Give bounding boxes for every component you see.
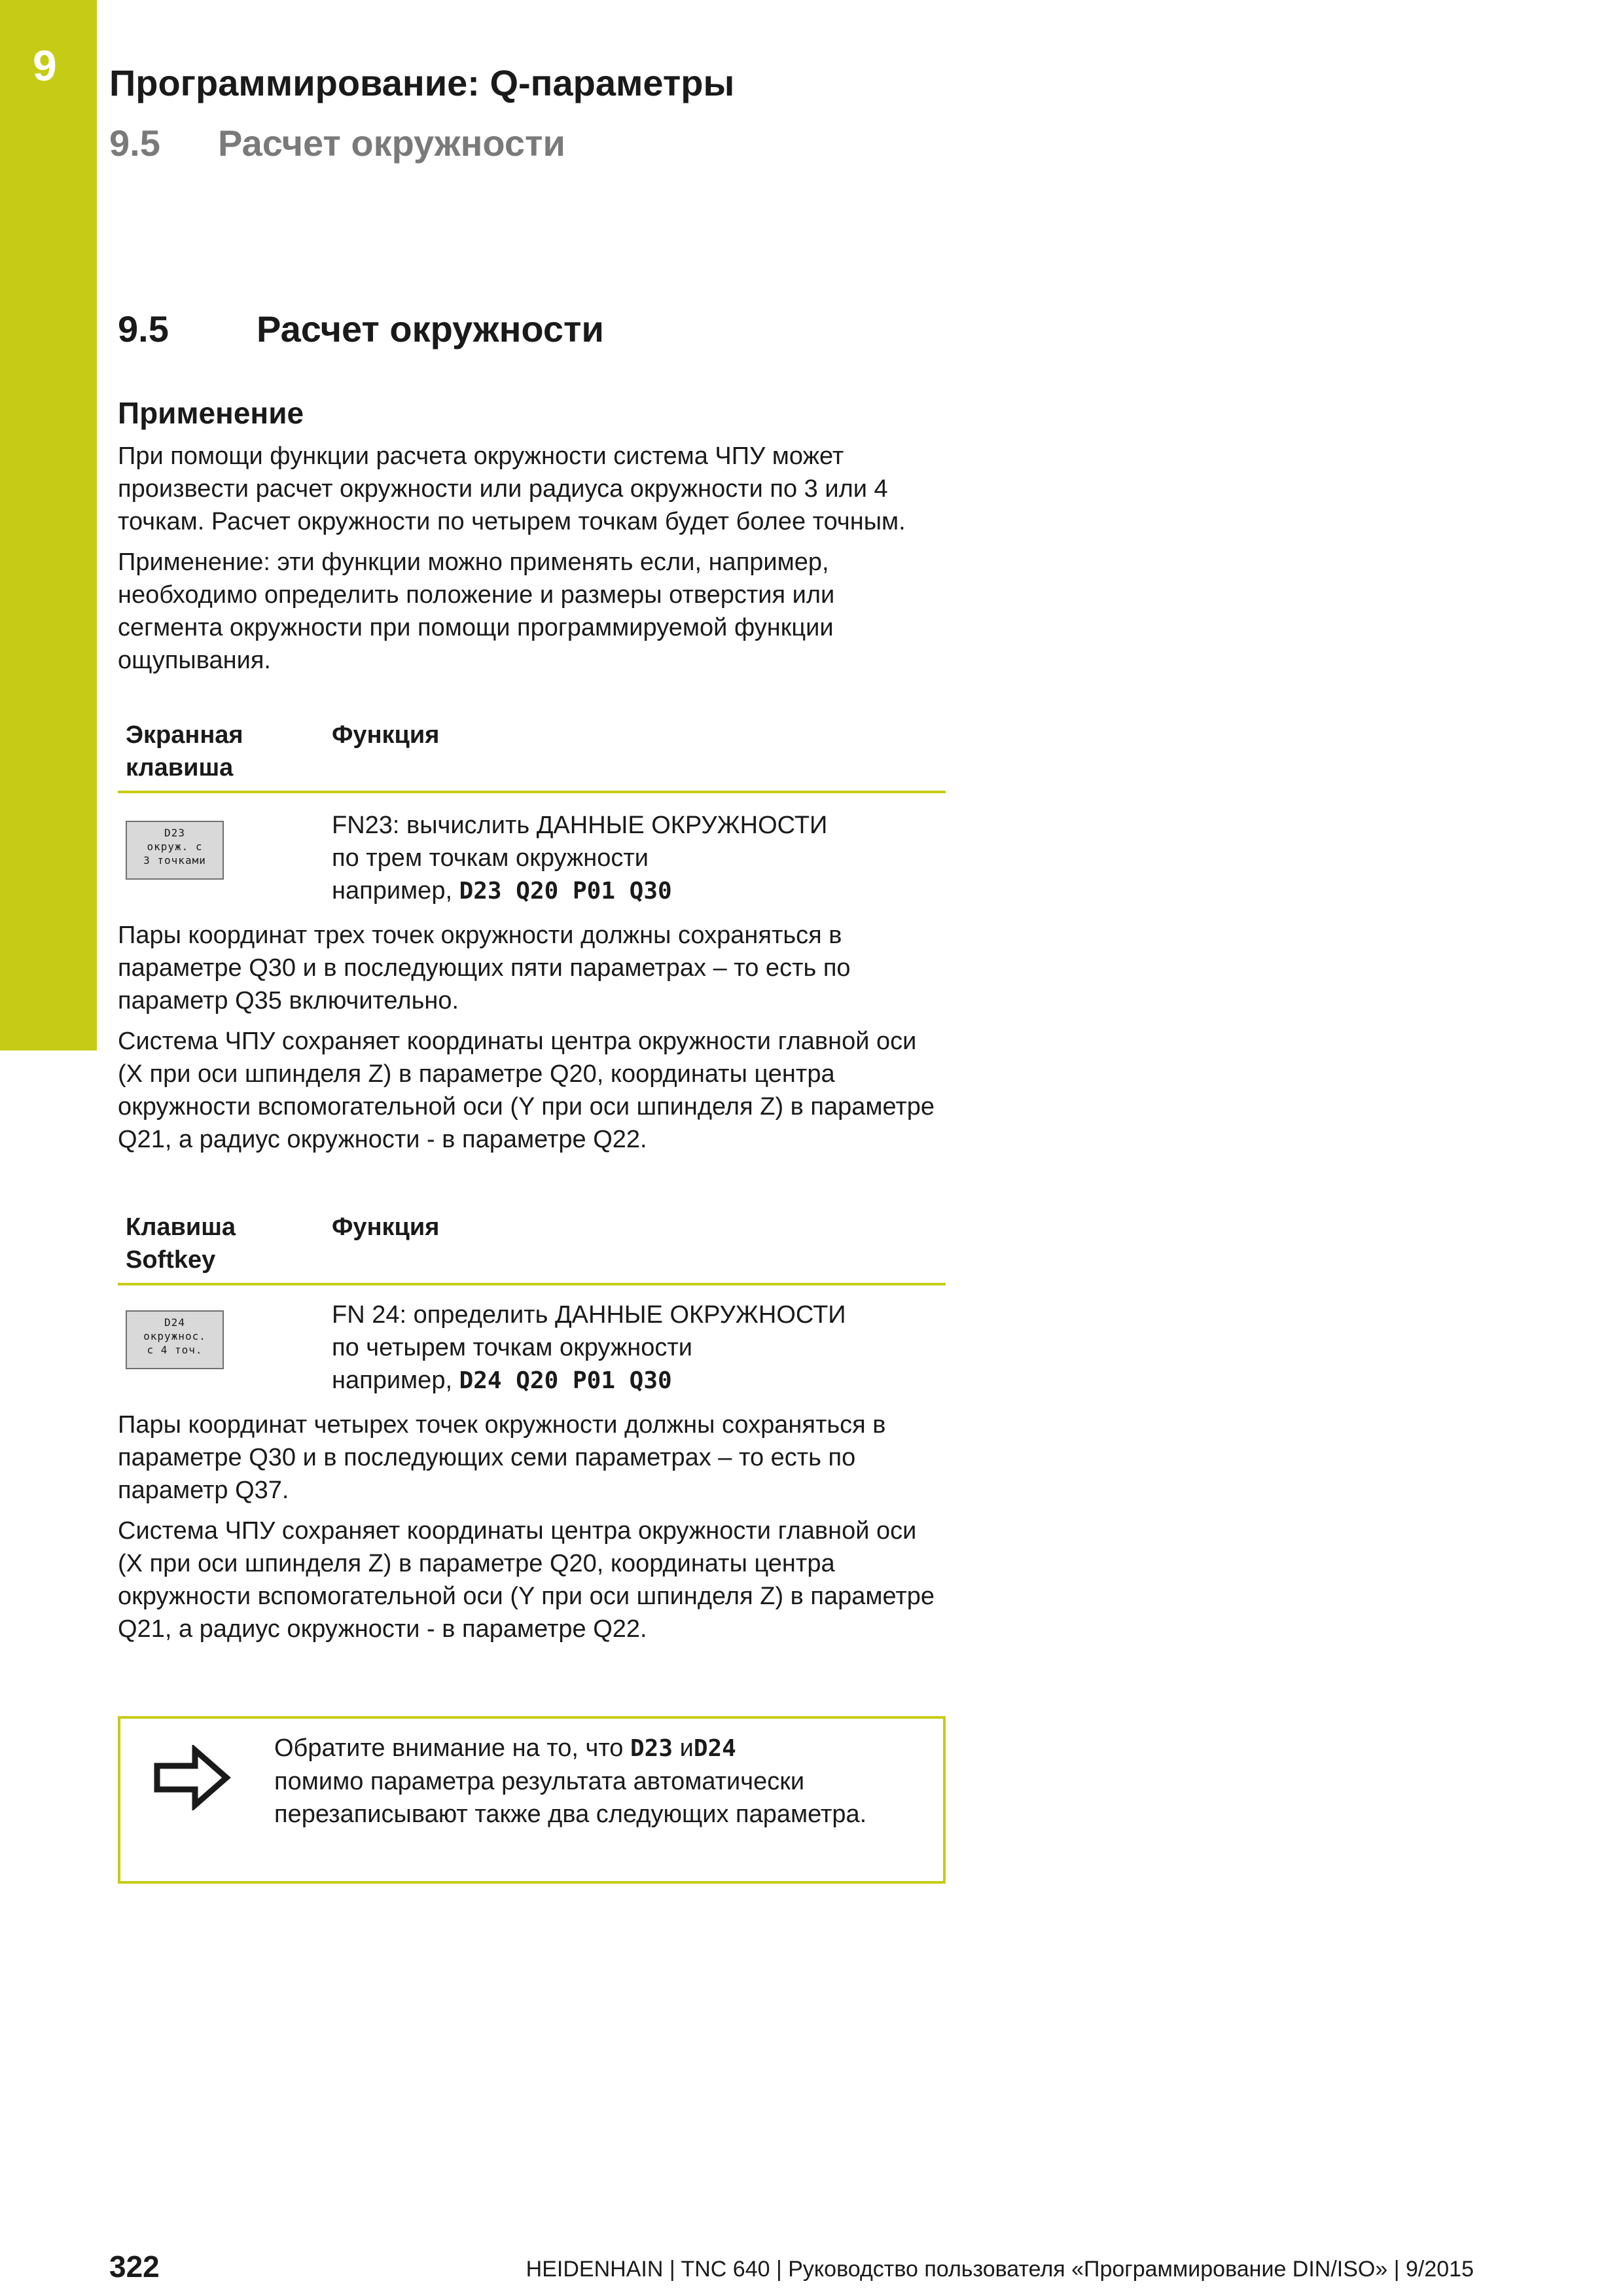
paragraph: Система ЧПУ сохраняет координаты центра окружности главной оси (X при оси шпинделя Z) в параметре Q20, координаты центра окружности вспомогательной оси (Y при оси шпинделя Z) в параметре Q21, а радиус окружности - в параметре Q22. xyxy=(118,1517,935,1643)
column-header-function: Функция xyxy=(332,1213,440,1241)
example-code: D24 Q20 P01 Q30 xyxy=(459,1367,672,1394)
header-line: Экранная xyxy=(126,721,243,749)
chapter-tab xyxy=(0,0,97,1050)
column-header-function: Функция xyxy=(332,721,440,749)
example-prefix: например, xyxy=(332,877,453,905)
example-line xyxy=(332,1364,846,1397)
section-heading xyxy=(118,308,946,350)
header-line: клавиша xyxy=(126,754,234,781)
softkey-label: D24 xyxy=(164,1316,185,1329)
running-header-section-title: Расчет окружности xyxy=(218,122,565,164)
paragraph: При помощи функции расчета окружности система ЧПУ может произвести расчет окружности или радиуса окружности по 3 или 4 точкам. Расчет окружности по четырем точкам будет более точным. xyxy=(118,442,906,535)
softkey-d24-button[interactable] xyxy=(126,1310,224,1369)
table-divider xyxy=(118,1283,946,1285)
function-description xyxy=(332,809,827,908)
paragraph: Применение: эти функции можно применять если, например, необходимо определить положение и размеры отверстия или сегмента окружности при помощи программируемой функции ощупывания. xyxy=(118,548,835,674)
paragraph: Пары координат четырех точек окружности должны сохраняться в параметре Q30 и в последующих семи параметрах – то есть по параметр Q37. xyxy=(118,1411,886,1504)
note-text-part: и xyxy=(673,1734,694,1762)
running-header-section-number: 9.5 xyxy=(109,122,160,164)
running-header-section xyxy=(109,122,565,164)
example-line xyxy=(332,874,827,908)
body-text-2 xyxy=(118,1408,946,1645)
column-header-softkey xyxy=(126,1211,322,1276)
header-line: Softkey xyxy=(126,1246,216,1274)
column-header-softkey xyxy=(126,719,322,784)
softkey-label: D23 xyxy=(164,827,185,839)
table-row xyxy=(118,1299,946,1403)
table-divider xyxy=(118,791,946,793)
arrow-right-icon xyxy=(153,1745,232,1810)
note-box xyxy=(118,1716,946,1884)
body-text-1 xyxy=(118,919,946,1156)
table-row xyxy=(118,809,946,914)
example-prefix: например, xyxy=(332,1367,453,1394)
softkey-label: с 4 точ. xyxy=(147,1344,203,1356)
subheading: Применение xyxy=(118,396,304,430)
chapter-number: 9 xyxy=(33,41,57,90)
table-header xyxy=(118,1211,946,1283)
note-text xyxy=(274,1732,922,1831)
description-line: FN23: вычислить ДАННЫЕ ОКРУЖНОСТИ xyxy=(332,812,828,839)
softkey-d23-button[interactable] xyxy=(126,821,224,880)
softkey-label: 3 точками xyxy=(143,854,206,867)
paragraph: Система ЧПУ сохраняет координаты центра окружности главной оси (X при оси шпинделя Z) в параметре Q20, координаты центра окружности вспомогательной оси (Y при оси шпинделя Z) в параметре Q21, а радиус окружности - в параметре Q22. xyxy=(118,1028,935,1153)
paragraph: Пары координат трех точек окружности должны сохраняться в параметре Q30 и в последующих пяти параметрах – то есть по параметр Q35 включительно. xyxy=(118,922,851,1014)
intro-text xyxy=(118,440,946,677)
section-title: Расчет окружности xyxy=(257,308,604,350)
header-line: Клавиша xyxy=(126,1213,236,1241)
footer-text: HEIDENHAIN | TNC 640 | Руководство пользователя «Программирование DIN/ISO» | 9/2015 xyxy=(526,2257,1474,2282)
description-line: по четырем точкам окружности xyxy=(332,1334,693,1361)
table-header xyxy=(118,719,946,791)
page-number: 322 xyxy=(109,2250,160,2284)
running-header-title: Программирование: Q-параметры xyxy=(109,62,735,103)
note-code: D24 xyxy=(693,1735,736,1762)
softkey-label: окружнос. xyxy=(143,1330,206,1342)
section-number: 9.5 xyxy=(118,308,169,350)
note-code: D23 xyxy=(630,1735,673,1762)
example-code: D23 Q20 P01 Q30 xyxy=(459,878,672,905)
description-line: FN 24: определить ДАННЫЕ ОКРУЖНОСТИ xyxy=(332,1301,846,1329)
softkey-label: окруж. с xyxy=(147,840,203,853)
description-line: по трем точкам окружности xyxy=(332,844,649,872)
note-text-part: Обратите внимание на то, что xyxy=(274,1734,630,1762)
note-text-part: помимо параметра результата автоматически перезаписывают также два следующих параметра. xyxy=(274,1768,867,1828)
function-description xyxy=(332,1299,846,1397)
